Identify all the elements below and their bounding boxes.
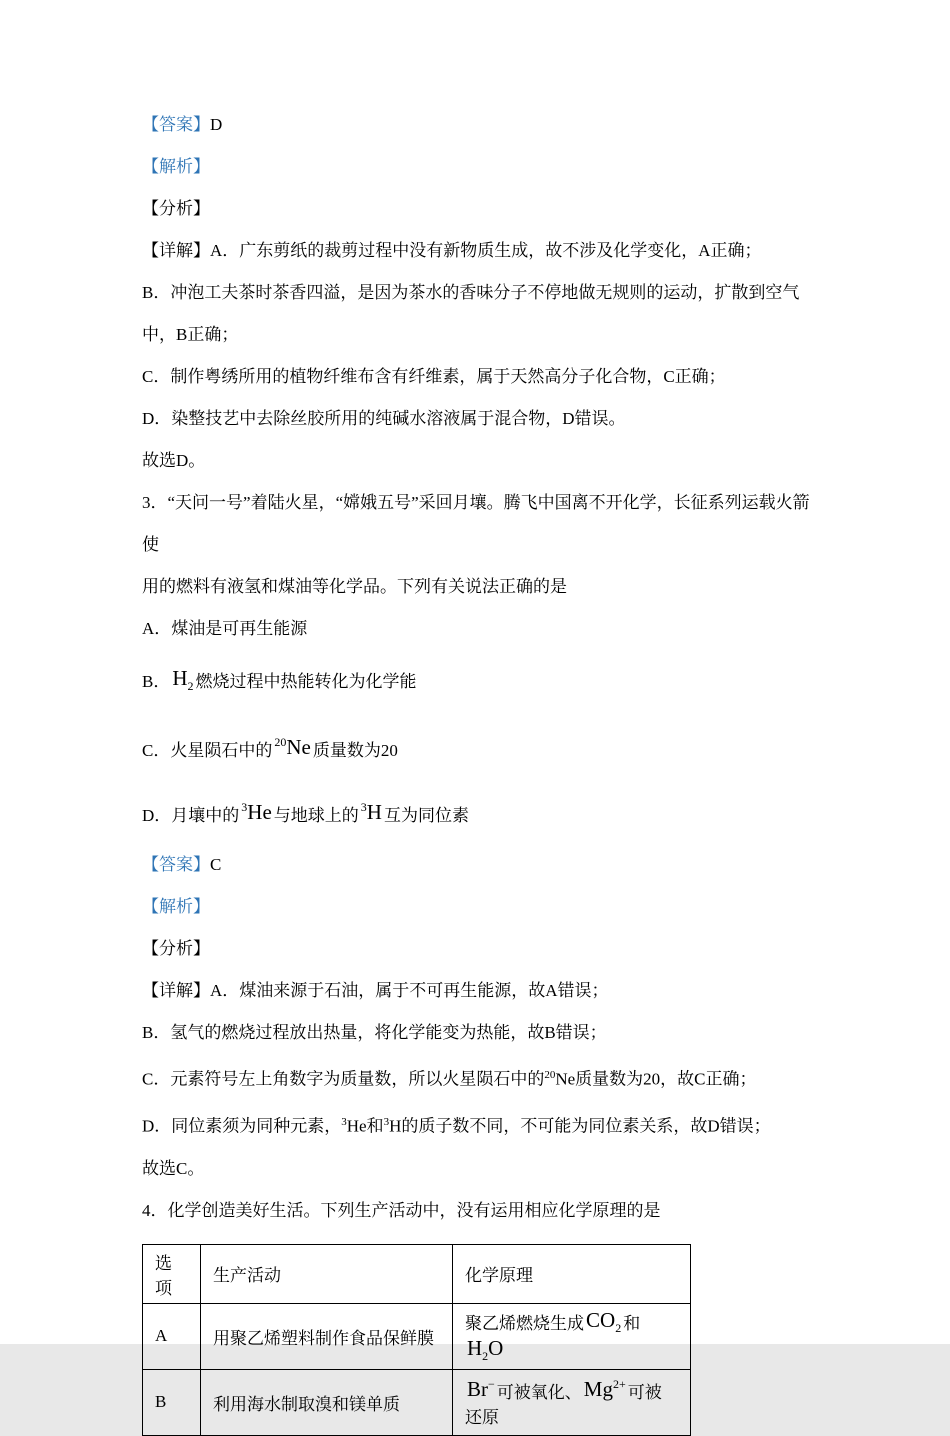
table-row-a bbox=[143, 1303, 691, 1369]
text-segment: 的质子数不同，不可能为同位素关系，故D错误； bbox=[401, 1116, 771, 1136]
chem-formula-h2o bbox=[465, 1336, 505, 1364]
q2-detail-c: C．制作粤绣所用的植物纤维布含有纤维素，属于天然高分子化合物，C正确； bbox=[142, 367, 726, 386]
table-header-option: 选项 bbox=[143, 1244, 201, 1303]
chem-mass-number: 20 bbox=[274, 735, 287, 750]
text-segment: C．元素符号左上角数字为质量数，所以火星陨石中的 bbox=[142, 1069, 545, 1089]
jiexi-label: 【解析】 bbox=[142, 157, 210, 176]
chem-mass-number: 3 bbox=[360, 800, 367, 815]
table-header-activity: 生产活动 bbox=[201, 1244, 453, 1303]
q2-detail-b2: 中，B正确； bbox=[142, 325, 239, 344]
jiexi-label: 【解析】 bbox=[142, 897, 210, 917]
q2-conclusion: 故选D。 bbox=[142, 451, 206, 470]
chem-base: CO bbox=[586, 1307, 616, 1332]
chem-base: He bbox=[247, 800, 272, 825]
text-segment: 可被氧化、 bbox=[496, 1382, 582, 1402]
chem-base: H bbox=[389, 1116, 402, 1136]
chem-base: He bbox=[346, 1116, 367, 1136]
text-segment: 互为同位素 bbox=[383, 806, 469, 826]
chem-formula-h2 bbox=[170, 666, 195, 694]
cell-activity: 利用海水制取溴和镁单质 bbox=[201, 1369, 453, 1435]
chem-formula-br-anion bbox=[465, 1377, 497, 1401]
q3-jiexi-line bbox=[142, 886, 820, 928]
chem-mass-number: 3 bbox=[383, 1115, 390, 1128]
fenxi-label: 【分析】 bbox=[142, 199, 210, 218]
chem-base: H bbox=[172, 666, 188, 690]
text-segment: C．火星陨石中的 bbox=[142, 741, 273, 761]
chem-base: O bbox=[488, 1336, 504, 1360]
chem-formula-mg-cation bbox=[582, 1377, 628, 1401]
table-row-b bbox=[143, 1369, 691, 1435]
chem-charge: − bbox=[488, 1376, 495, 1391]
text-segment: D．月壤中的 bbox=[142, 806, 240, 826]
chem-base: Mg bbox=[583, 1376, 613, 1401]
chem-mass-number: 3 bbox=[341, 1115, 347, 1128]
q3-option-c bbox=[142, 714, 820, 779]
table-header-principle: 化学原理 bbox=[453, 1244, 691, 1303]
text-segment: 聚乙烯燃烧生成 bbox=[465, 1313, 584, 1333]
chem-subscript: 2 bbox=[615, 1321, 622, 1335]
q3-stem-line1: 3．“天问一号”着陆火星，“嫦娥五号”采回月壤。腾飞中国离不开化学，长征系列运载火箭使 bbox=[142, 493, 810, 554]
q3-fenxi-line bbox=[142, 928, 820, 970]
q2-detail-b1: B．冲泡工夫茶时茶香四溢，是因为茶水的香味分子不停地做无规则的运动，扩散到空气 bbox=[142, 283, 800, 302]
q3-stem-line2: 用的燃料有液氢和煤油等化学品。下列有关说法正确的是 bbox=[142, 577, 567, 596]
chem-charge: 2+ bbox=[612, 1376, 626, 1391]
answer-label: 【答案】 bbox=[142, 855, 210, 875]
text-segment: B． bbox=[142, 672, 171, 691]
chem-subscript: 2 bbox=[187, 679, 194, 694]
q3-option-d bbox=[142, 779, 820, 844]
cell-option: B bbox=[143, 1369, 201, 1435]
q3-option-b bbox=[142, 650, 820, 714]
answer-value: C bbox=[210, 855, 222, 875]
text-segment: 和 bbox=[366, 1116, 384, 1136]
q3-conclusion: 故选C。 bbox=[142, 1158, 205, 1178]
q2-answer-line bbox=[142, 104, 820, 146]
text-segment: D．同位素须为同种元素， bbox=[142, 1116, 342, 1136]
q3-option-a: A．煤油是可再生能源 bbox=[142, 619, 308, 638]
cell-option: A bbox=[143, 1303, 201, 1369]
chem-base: Ne bbox=[555, 1069, 576, 1089]
table-header-row bbox=[143, 1244, 691, 1303]
chem-formula-h3 bbox=[359, 800, 384, 824]
chem-mass-number: 3 bbox=[241, 800, 248, 815]
answer-value: D bbox=[210, 115, 223, 134]
fenxi-label: 【分析】 bbox=[142, 939, 210, 959]
chem-base: Ne bbox=[286, 735, 311, 760]
q2-detail-d: D．染整技艺中去除丝胶所用的纯碱水溶液属于混合物，D错误。 bbox=[142, 409, 626, 428]
q3-detail-d bbox=[142, 1101, 820, 1148]
cell-principle bbox=[453, 1303, 691, 1369]
q2-detail-a: 【详解】A．广东剪纸的裁剪过程中没有新物质生成，故不涉及化学变化，A正确； bbox=[142, 241, 762, 260]
cell-principle bbox=[453, 1369, 691, 1435]
text-segment: 和 bbox=[623, 1313, 641, 1333]
text-segment: 与地球上的 bbox=[273, 806, 359, 826]
text-segment: 可被还原 bbox=[465, 1382, 662, 1427]
q4-stem: 4．化学创造美好生活。下列生产活动中，没有运用相应化学原理的是 bbox=[142, 1200, 661, 1220]
chem-base: H bbox=[467, 1336, 483, 1360]
q3-detail-a: 【详解】A．煤油来源于石油，属于不可再生能源，故A错误； bbox=[142, 981, 609, 1001]
q4-table bbox=[142, 1244, 691, 1436]
chem-formula-co2 bbox=[584, 1307, 623, 1335]
text-segment: 燃烧过程中热能转化为化学能 bbox=[195, 672, 417, 691]
chem-formula-he3 bbox=[239, 800, 274, 824]
chem-formula-ne20 bbox=[272, 735, 313, 759]
q2-fenxi-line bbox=[142, 188, 820, 230]
q3-answer-line bbox=[142, 844, 820, 886]
answer-label: 【答案】 bbox=[142, 115, 210, 134]
chem-subscript: 2 bbox=[482, 1349, 489, 1364]
q3-detail-c bbox=[142, 1054, 820, 1101]
chem-mass-number: 20 bbox=[544, 1069, 556, 1082]
q3-detail-b: B．氢气的燃烧过程放出热量，将化学能变为热能，故B错误； bbox=[142, 1023, 607, 1043]
q2-jiexi-line bbox=[142, 146, 820, 188]
chem-base: H bbox=[366, 800, 382, 825]
text-segment: 质量数为20 bbox=[312, 741, 398, 761]
text-segment: 质量数为20，故C正确； bbox=[575, 1069, 757, 1089]
cell-activity: 用聚乙烯塑料制作食品保鲜膜 bbox=[201, 1303, 453, 1369]
chem-base: Br bbox=[467, 1376, 488, 1401]
